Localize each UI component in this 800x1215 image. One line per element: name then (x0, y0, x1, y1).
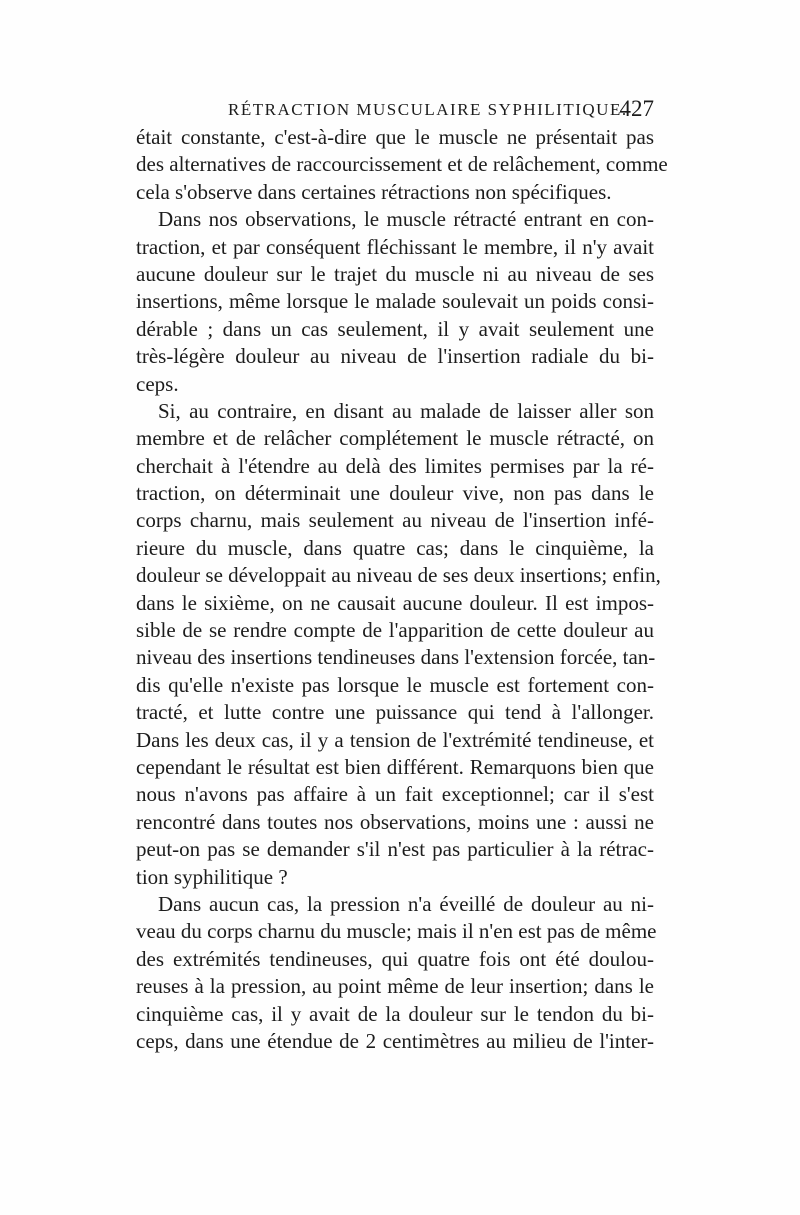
text-line: rencontré dans toutes nos observations, moins une : aussi ne (136, 809, 654, 834)
text-line: traction, on déterminait une douleur vive, non pas dans le (136, 481, 654, 506)
text-line: ceps. (136, 371, 179, 396)
running-head-title: RÉTRACTION MUSCULAIRE SYPHILITIQUE. (228, 100, 628, 119)
text-line: douleur se développait au niveau de ses deux insertions; enfin, (136, 563, 661, 588)
body-text (136, 124, 668, 1055)
text-line: reuses à la pression, au point même de leur insertion; dans le (136, 974, 654, 999)
text-line: cinquième cas, il y avait de la douleur sur le tendon du bi- (136, 1001, 654, 1026)
text-line: ceps, dans une étendue de 2 centimètres au milieu de l'inter- (136, 1028, 654, 1053)
text-line: cela s'observe dans certaines rétractions non spécifiques. (136, 179, 612, 204)
text-line: cherchait à l'étendre au delà des limites permises par la ré- (136, 453, 654, 478)
text-line: dérable ; dans un cas seulement, il y avait seulement une (136, 316, 654, 341)
text-line: des alternatives de raccourcissement et de relâchement, comme (136, 152, 668, 177)
text-line: tracté, et lutte contre une puissance qui tend à l'allonger. (136, 700, 654, 725)
text-line: Dans les deux cas, il y a tension de l'extrémité tendineuse, et (136, 727, 654, 752)
text-line: dans le sixième, on ne causait aucune douleur. Il est impos- (136, 590, 654, 615)
text-line: peut-on pas se demander s'il n'est pas particulier à la rétrac- (136, 837, 654, 862)
page-number: 427 (619, 96, 654, 121)
text-line: Si, au contraire, en disant au malade de laisser aller son (158, 398, 654, 423)
text-line: était constante, c'est-à-dire que le muscle ne présentait pas (136, 125, 654, 149)
text-line: sible de se rendre compte de l'apparition de cette douleur au (136, 618, 654, 643)
text-line: des extrémités tendineuses, qui quatre fois ont été doulou- (136, 946, 654, 971)
text-line: Dans aucun cas, la pression n'a éveillé de douleur au ni- (158, 891, 654, 916)
text-line: cependant le résultat est bien différent. Remarquons bien que (136, 754, 654, 779)
text-line: Dans nos observations, le muscle rétracté entrant en con- (158, 207, 654, 232)
text-line: veau du corps charnu du muscle; mais il n'en est pas de même (136, 919, 657, 944)
text-line: niveau des insertions tendineuses dans l'extension forcée, tan- (136, 645, 656, 670)
text-line: corps charnu, mais seulement au niveau de l'insertion infé- (136, 508, 654, 533)
text-line: nous n'avons pas affaire à un fait exceptionnel; car il s'est (136, 782, 654, 807)
text-line: tion syphilitique ? (136, 864, 288, 889)
text-line: rieure du muscle, dans quatre cas; dans le cinquième, la (136, 535, 654, 560)
text-line: membre et de relâcher complétement le muscle rétracté, on (136, 426, 654, 451)
text-line: aucune douleur sur le trajet du muscle ni au niveau de ses (136, 261, 654, 286)
text-line: très-légère douleur au niveau de l'insertion radiale du bi- (136, 344, 654, 369)
text-line: dis qu'elle n'existe pas lorsque le muscle est fortement con- (136, 672, 654, 697)
text-line: insertions, même lorsque le malade soulevait un poids consi- (136, 289, 654, 314)
text-line: traction, et par conséquent fléchissant le membre, il n'y avait (136, 234, 654, 259)
